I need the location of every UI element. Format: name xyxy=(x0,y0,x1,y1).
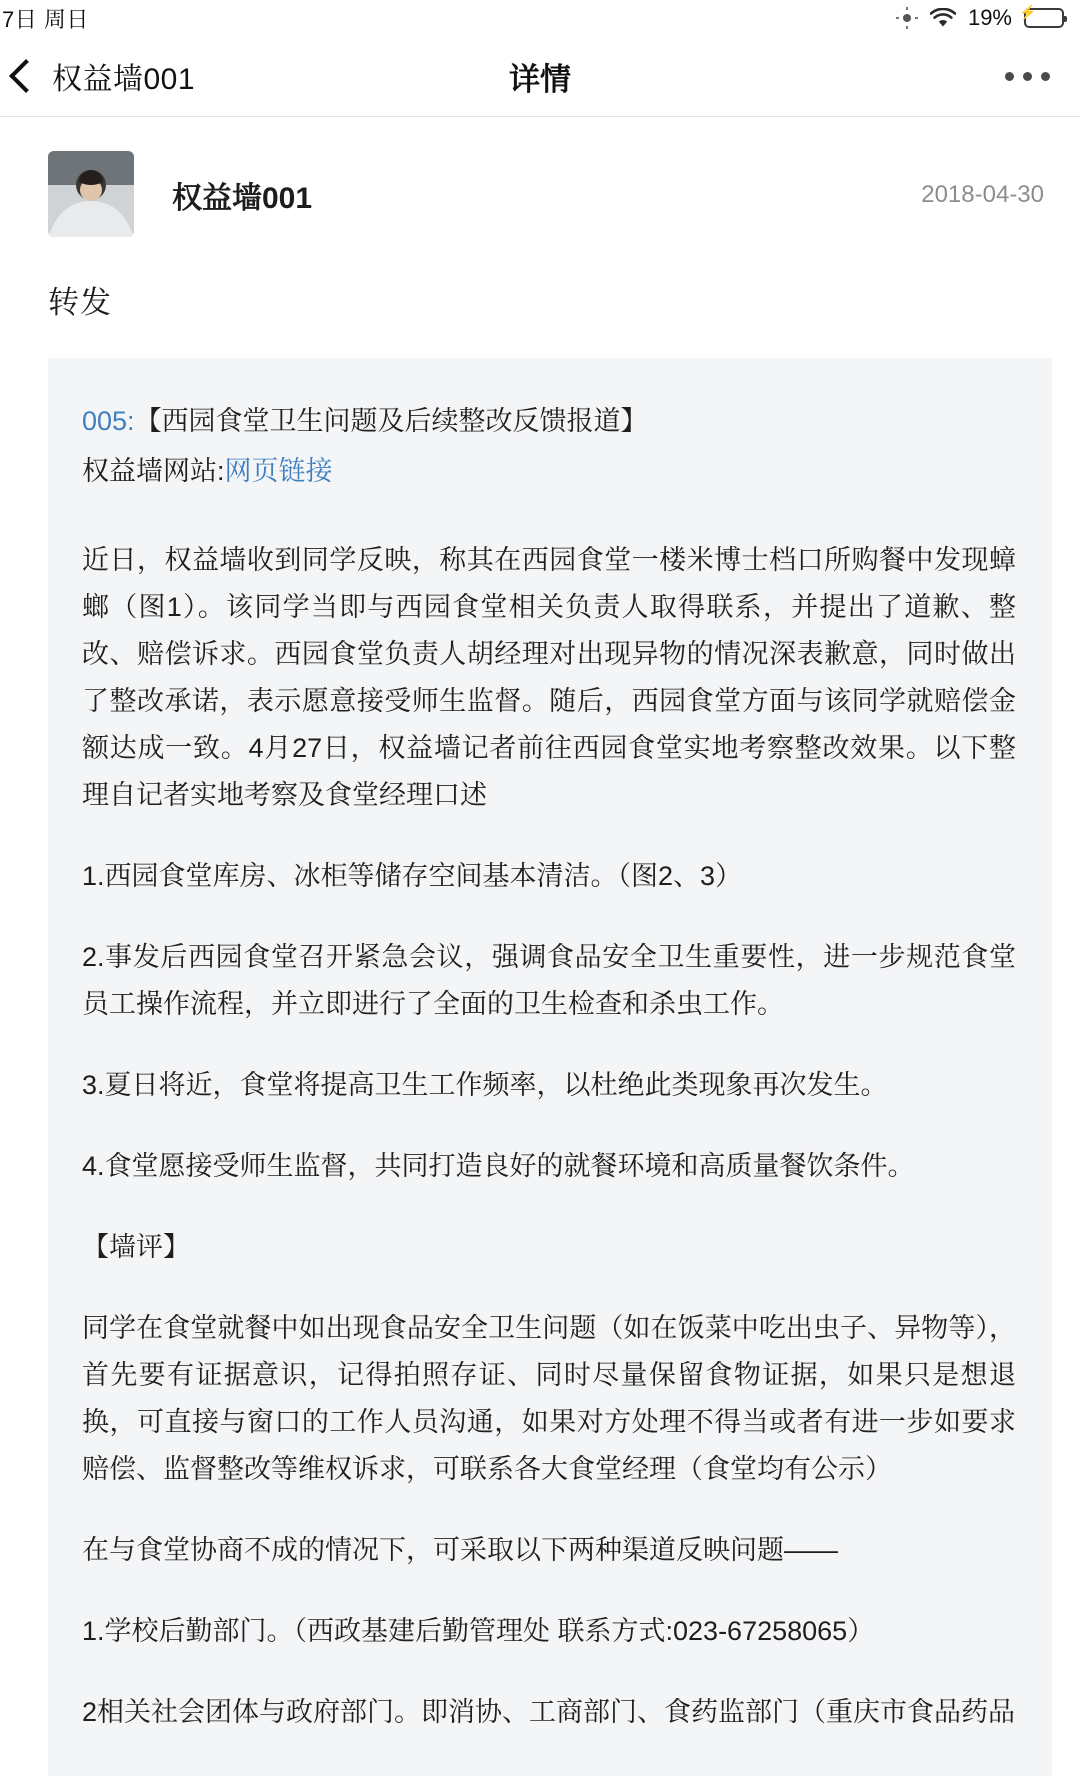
quote-paragraph: 3.夏日将近，食堂将提高卫生工作频率，以杜绝此类现象再次发生。 xyxy=(82,1070,888,1101)
more-dots-icon xyxy=(1023,72,1032,81)
post-header xyxy=(0,117,1080,237)
repost-label: 转发 xyxy=(48,285,112,320)
post-author-name[interactable]: 权益墙001 xyxy=(172,182,313,215)
quoted-post-card[interactable] xyxy=(48,358,1052,1776)
quote-paragraph: 2相关社会团体与政府部门。即消协、工商部门、食药监部门（重庆市食品药品 xyxy=(82,1696,1016,1727)
quote-paragraph: 1.西园食堂库房、冰柜等储存空间基本清洁。（图2、3） xyxy=(82,861,743,892)
battery-icon xyxy=(1019,4,1064,28)
quote-paragraph: 近日，权益墙收到同学反映，称其在西园食堂一楼米博士档口所购餐中发现蟑螂（图1）。该同学当即与西园食堂相关负责人取得联系，并提出了道歉、整改、赔偿诉求。西园食堂负责人胡经理对出现异物的情况深表歉意，同时做出了整改承诺，表示愿意接受师生监督。随后，西园食堂方面与该同学就赔偿金额达成一致。4月27日，权益墙记者前往西园食堂实地考察整改效果。以下整理自记者实地考察及食堂经理口述 xyxy=(82,545,1016,811)
post-date: 2018-04-30 xyxy=(921,181,1044,208)
quote-site-row xyxy=(82,450,1016,494)
more-options-button[interactable] xyxy=(1005,72,1050,81)
status-bar xyxy=(0,0,1080,36)
chevron-left-icon xyxy=(9,59,43,93)
post-detail xyxy=(0,117,1080,1776)
quote-paragraph: 2.事发后西园食堂召开紧急会议，强调食品安全卫生重要性，进一步规范食堂员工操作流程，并立即进行了全面的卫生检查和杀虫工作。 xyxy=(82,942,1016,1020)
more-dots-icon xyxy=(1041,72,1050,81)
quote-paragraph: 4.食堂愿接受师生监督，共同打造良好的就餐环境和高质量餐饮条件。 xyxy=(82,1151,915,1182)
page-title: 详情 xyxy=(509,61,571,97)
quote-paragraph: 【墙评】 xyxy=(82,1232,190,1263)
status-time: 7日 周日 xyxy=(2,6,89,32)
wifi-icon xyxy=(930,8,956,28)
quote-index: 005: xyxy=(82,406,135,436)
quote-site-label: 权益墙网站: xyxy=(82,455,225,486)
status-bar-right xyxy=(896,5,1064,31)
more-dots-icon xyxy=(1005,72,1014,81)
nav-bar xyxy=(0,36,1080,117)
quote-paragraph: 1.学校后勤部门。（西政基建后勤管理处 联系方式:023-67258065） xyxy=(82,1615,875,1646)
quote-headline-row xyxy=(82,400,1016,444)
avatar[interactable] xyxy=(48,151,134,237)
quote-paragraph: 在与食堂协商不成的情况下，可采取以下两种渠道反映问题—— xyxy=(82,1534,838,1565)
quote-headline: 【西园食堂卫生问题及后续整改反馈报道】 xyxy=(134,406,648,436)
brightness-icon xyxy=(896,7,918,29)
quote-site-link[interactable]: 网页链接 xyxy=(224,455,333,486)
back-button[interactable] xyxy=(0,54,195,98)
back-button-label: 权益墙001 xyxy=(52,63,196,96)
quote-paragraph: 同学在食堂就餐中如出现食品安全卫生问题（如在饭菜中吃出虫子、异物等），首先要有证据意识，记得拍照存证、同时尽量保留食物证据，如果只是想退换，可直接与窗口的工作人员沟通，如果对方处理不得当或者有进一步如要求赔偿、监督整改等维权诉求，可联系各大食堂经理（食堂均有公示） xyxy=(82,1313,1016,1484)
charging-bolt-icon: ⚡ xyxy=(1019,4,1037,20)
battery-percent-label: 19% xyxy=(967,5,1012,30)
status-bar-left xyxy=(0,3,89,34)
